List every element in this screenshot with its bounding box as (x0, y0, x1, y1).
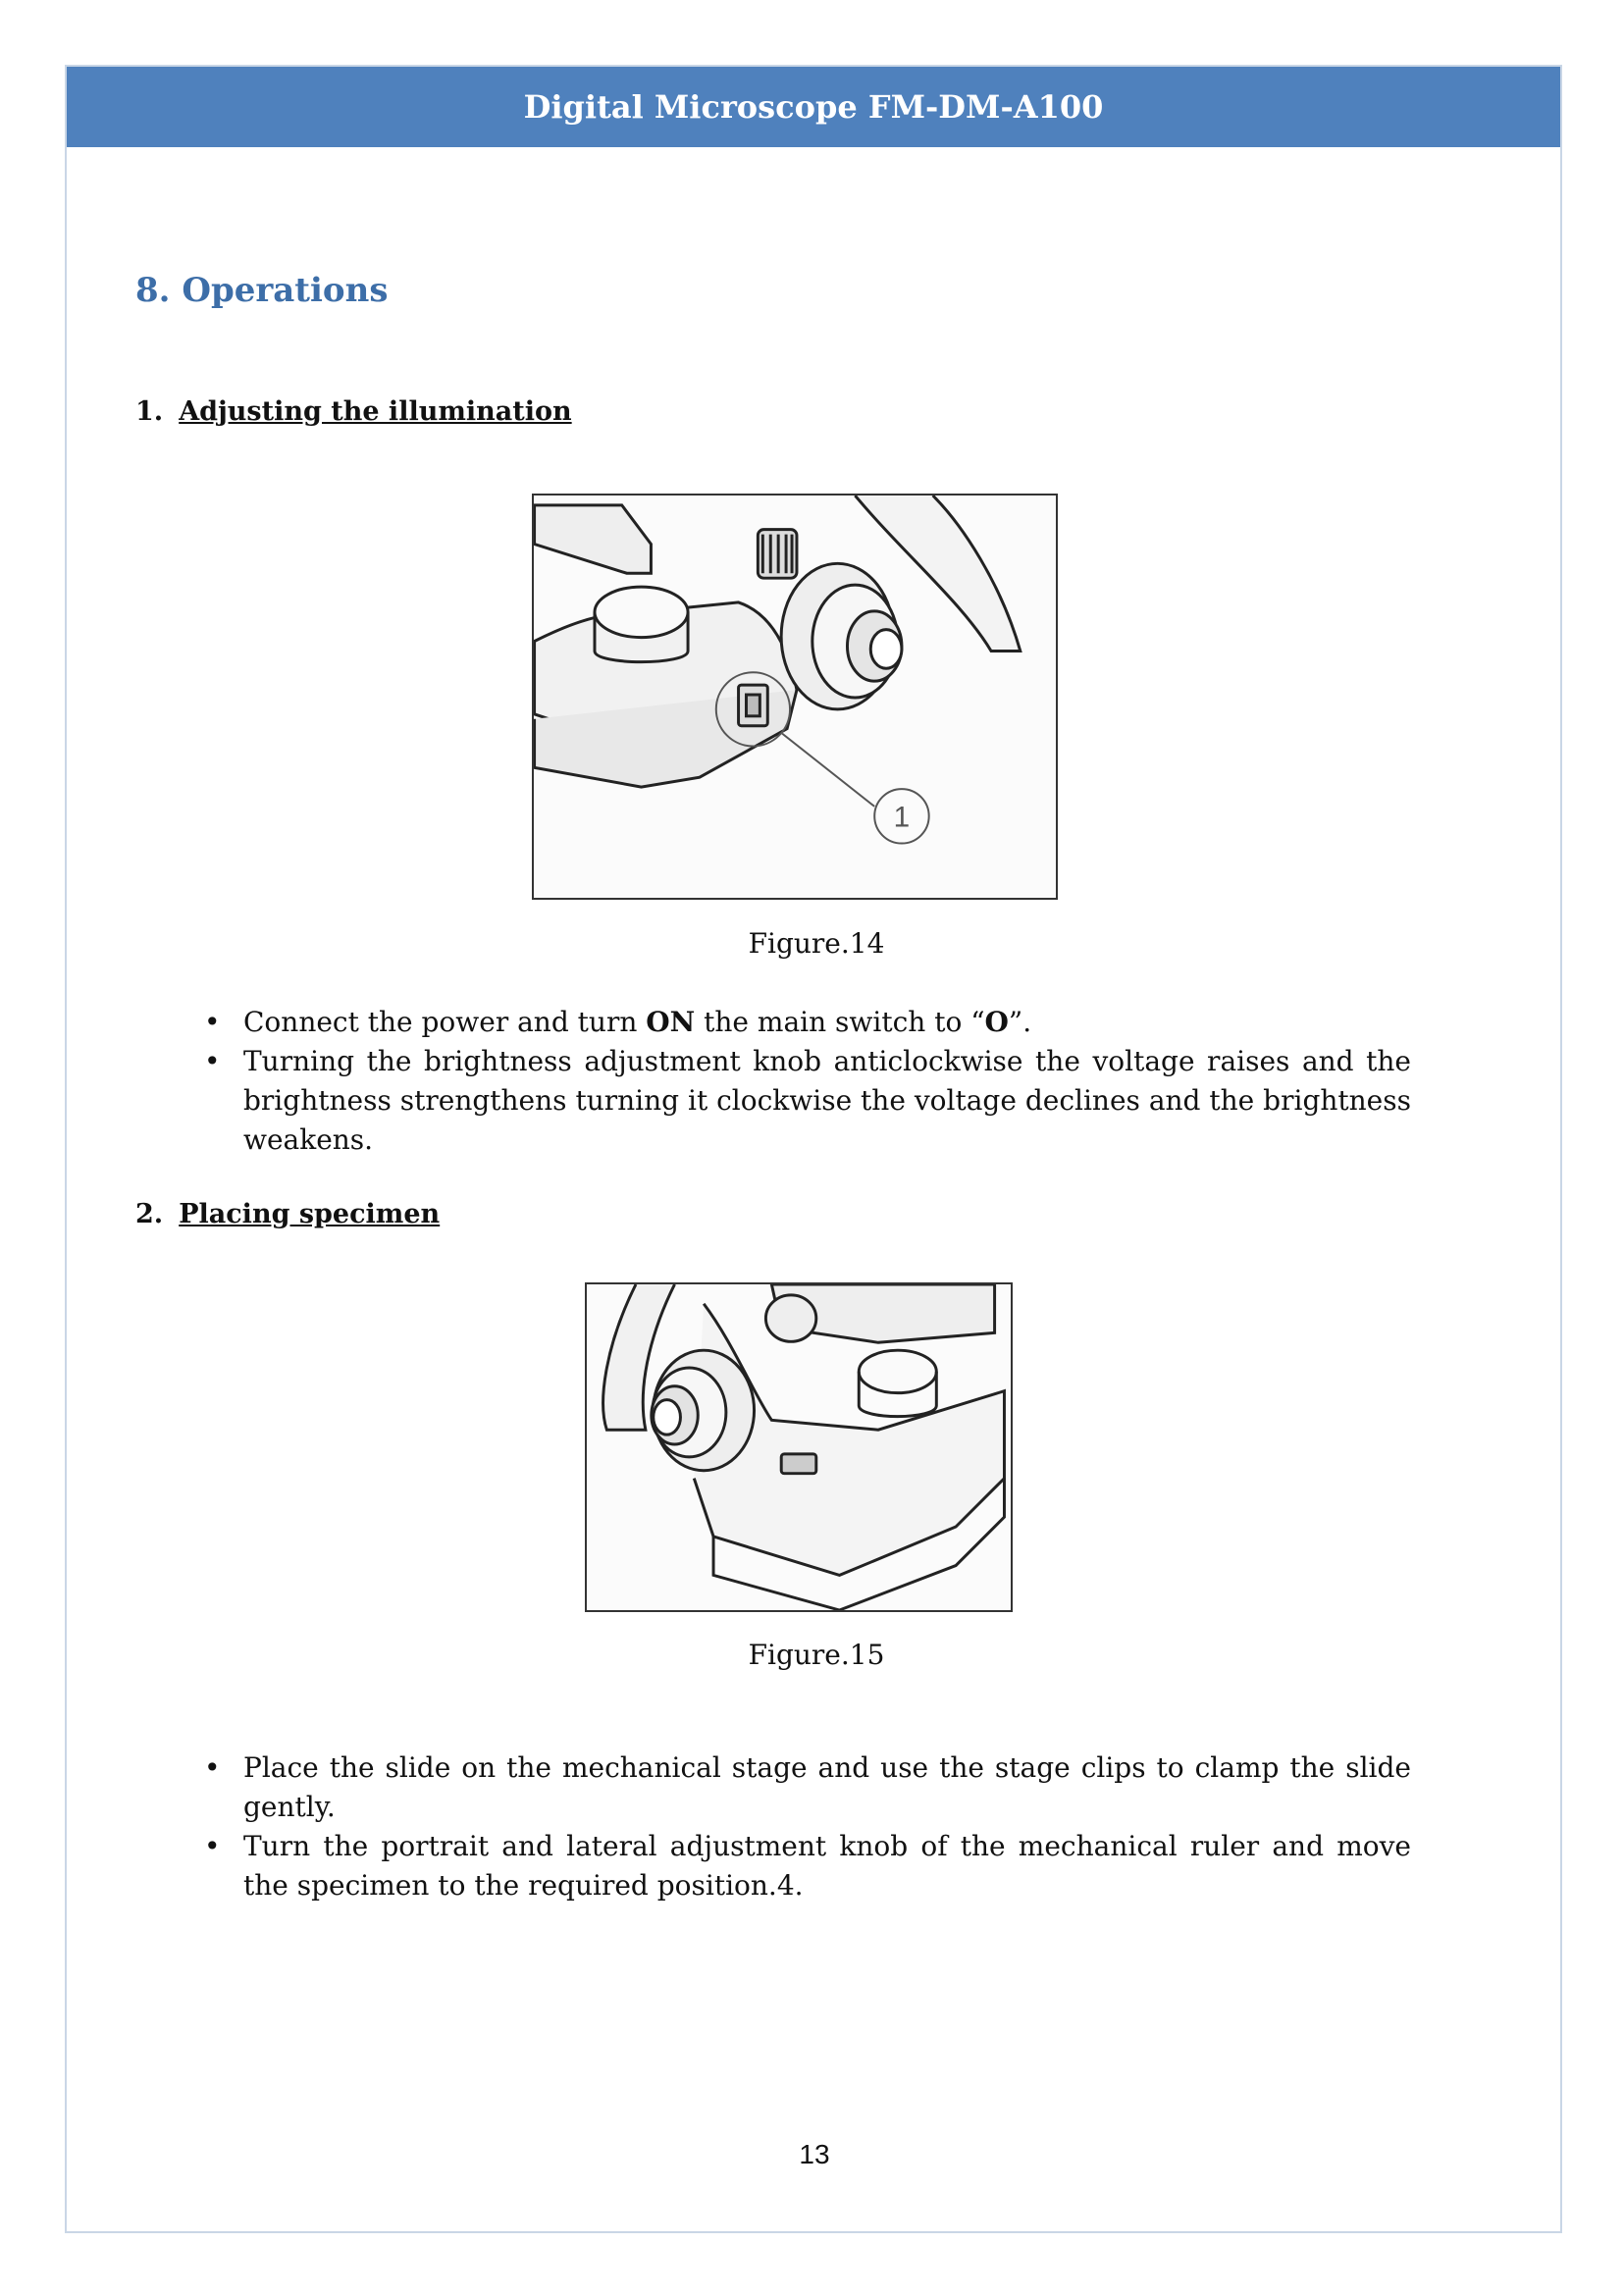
figure-15-caption (669, 1639, 964, 1671)
microscope-side-drawing (587, 1284, 1011, 1610)
bullet-icon: • (204, 1006, 221, 1038)
bullet-text: Turn the portrait and lateral adjustment knob of the mechanical ruler and move the specimen to the required position.4. (243, 1830, 1411, 1902)
page-number (765, 2139, 864, 2170)
bullet-text: Turning the brightness adjustment knob anticlockwise the voltage raises and the brightness strengthens turning it clockwise the voltage declines and the brightness weakens. (243, 1045, 1411, 1156)
list-item (196, 1748, 1411, 1827)
page-number-text: 13 (799, 2139, 830, 2169)
bullet-bold-on: ON (646, 1006, 696, 1038)
section-heading (135, 271, 388, 310)
list-item (196, 1042, 1411, 1160)
figure-14-caption (669, 927, 964, 960)
callout-number-label: 1 (893, 801, 911, 834)
figure-caption-text: Figure.15 (748, 1639, 885, 1671)
figure-caption-text: Figure.14 (748, 927, 885, 960)
figure-15-illustration (585, 1282, 1013, 1612)
bullet-text: ”. (1008, 1006, 1032, 1038)
subsection-heading-illumination (135, 396, 572, 427)
subsection-title: Placing specimen (179, 1199, 441, 1229)
bullet-icon: • (204, 1045, 221, 1077)
illumination-bullet-list (196, 1003, 1411, 1160)
microscope-base-drawing (534, 496, 1056, 898)
bullet-icon: • (204, 1830, 221, 1862)
document-title: Digital Microscope FM-DM-A100 (523, 88, 1104, 126)
subsection-heading-specimen (135, 1199, 440, 1229)
figure-14-illustration (532, 494, 1058, 900)
subsection-number: 2. (135, 1199, 164, 1229)
bullet-icon: • (204, 1751, 221, 1784)
document-header (67, 67, 1560, 147)
specimen-bullet-list (196, 1748, 1411, 1905)
section-heading-text: 8. Operations (135, 271, 389, 310)
bullet-bold-o: O (984, 1006, 1009, 1038)
bullet-text: the main switch to “ (695, 1006, 985, 1038)
list-item (196, 1003, 1411, 1042)
subsection-title: Adjusting the illumination (179, 396, 572, 427)
bullet-text: Place the slide on the mechanical stage and use the stage clips to clamp the slide gently. (243, 1751, 1411, 1823)
subsection-number: 1. (135, 396, 164, 427)
bullet-text: Connect the power and turn (243, 1006, 647, 1038)
list-item (196, 1827, 1411, 1905)
